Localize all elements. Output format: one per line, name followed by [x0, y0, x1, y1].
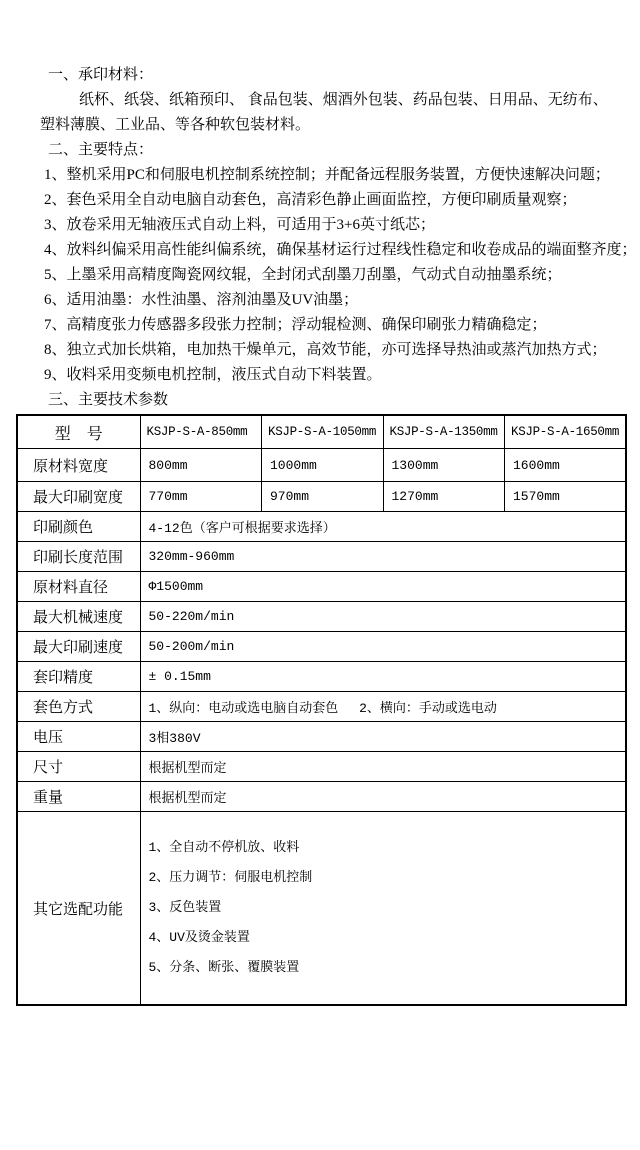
model-name-cell: KSJP-S-A-1350mm — [383, 415, 505, 449]
spec-label-cell: 最大机械速度 — [17, 602, 140, 632]
table-row-colors — [17, 512, 626, 542]
spec-value-cell: 800mm — [140, 449, 262, 482]
feature-item-2: 2、套色采用全自动电脑自动套色，高清彩色静止画面监控，方便印刷质量观察； — [44, 192, 577, 208]
spec-label-cell: 套色方式 — [17, 692, 140, 722]
option-line-4: 4、UV及烫金装置 — [148, 930, 250, 945]
spec-value-cell: 1570mm — [505, 482, 627, 512]
spec-label-cell: 其它选配功能 — [17, 812, 140, 1006]
option-line-5: 5、分条、断张、覆膜装置 — [148, 960, 300, 975]
spec-value-cell: 1270mm — [383, 482, 505, 512]
spec-value-cell: 50-200m/min — [140, 632, 626, 662]
feature-item-4: 4、放料纠偏采用高性能纠偏系统，确保基材运行过程线性稳定和收卷成品的端面整齐度； — [44, 242, 637, 258]
spec-value-cell: Φ1500mm — [140, 572, 626, 602]
spec-label-cell: 原材料宽度 — [17, 449, 140, 482]
spec-value-cell: 50-220m/min — [140, 602, 626, 632]
feature-item-5: 5、上墨采用高精度陶瓷网纹辊，全封闭式刮墨刀刮墨，气动式自动抽墨系统； — [44, 267, 562, 283]
spec-value-cell: 1、纵向：电动或选电脑自动套色 2、横向：手动或选电动 — [140, 692, 626, 722]
spec-value-cell: 1300mm — [383, 449, 505, 482]
table-row-print-length — [17, 542, 626, 572]
table-row-print-width — [17, 482, 626, 512]
options-value-cell — [140, 812, 626, 1006]
spec-label-cell: 套印精度 — [17, 662, 140, 692]
model-name-cell: KSJP-S-A-850mm — [140, 415, 262, 449]
feature-item-3: 3、放卷采用无轴液压式自动上料，可适用于3+6英寸纸芯； — [44, 217, 435, 233]
spec-label-cell: 印刷长度范围 — [17, 542, 140, 572]
feature-item-9: 9、收料采用变频电机控制，液压式自动下料装置。 — [44, 367, 382, 383]
spec-value-cell: ± 0.15mm — [140, 662, 626, 692]
spec-value-cell: 根据机型而定 — [140, 752, 626, 782]
materials-line-2: 塑料薄膜、工业品、等各种软包装材料。 — [40, 117, 311, 133]
spec-value-cell: 1000mm — [262, 449, 384, 482]
spec-label-cell: 印刷颜色 — [17, 512, 140, 542]
spec-label-cell: 尺寸 — [17, 752, 140, 782]
spec-value-cell: 根据机型而定 — [140, 782, 626, 812]
spec-value-cell: 1600mm — [505, 449, 627, 482]
spec-table — [16, 414, 627, 1006]
spec-value-cell: 320mm-960mm — [140, 542, 626, 572]
spec-value-cell: 970mm — [262, 482, 384, 512]
feature-item-6: 6、适用油墨：水性油墨、溶剂油墨及UV油墨； — [44, 292, 359, 308]
spec-label-cell: 重量 — [17, 782, 140, 812]
table-row-weight — [17, 782, 626, 812]
spec-label-cell: 最大印刷宽度 — [17, 482, 140, 512]
table-row-register-mode — [17, 692, 626, 722]
spec-value-cell: 3相380V — [140, 722, 626, 752]
feature-item-1: 1、整机采用PC和伺服电机控制系统控制；并配备远程服务装置，方便快速解决问题； — [44, 167, 610, 183]
spec-value-cell: 4-12色（客户可根据要求选择） — [140, 512, 626, 542]
model-name-cell: KSJP-S-A-1050mm — [262, 415, 384, 449]
option-line-3: 3、反色装置 — [148, 900, 222, 915]
table-header-row — [17, 415, 626, 449]
spec-value-cell: 770mm — [140, 482, 262, 512]
section2-heading: 二、主要特点： — [48, 142, 154, 158]
table-row-mech-speed — [17, 602, 626, 632]
feature-item-8: 8、独立式加长烘箱，电加热干燥单元，高效节能，亦可选择导热油或蒸汽加热方式； — [44, 342, 607, 358]
model-label-cell: 型 号 — [17, 415, 140, 449]
table-row-print-speed — [17, 632, 626, 662]
spec-label-cell: 最大印刷速度 — [17, 632, 140, 662]
spec-label-cell: 电压 — [17, 722, 140, 752]
table-row-material-diameter — [17, 572, 626, 602]
table-row-material-width — [17, 449, 626, 482]
section1-heading: 一、承印材料： — [48, 67, 154, 83]
table-row-dimensions — [17, 752, 626, 782]
table-row-voltage — [17, 722, 626, 752]
option-line-2: 2、压力调节：伺服电机控制 — [148, 870, 313, 885]
materials-line-1: 纸杯、纸袋、纸箱预印、 食品包装、烟酒外包装、药品包装、日用品、无纺布、 — [79, 92, 608, 108]
spec-label-cell: 原材料直径 — [17, 572, 140, 602]
table-row-options — [17, 812, 626, 1006]
feature-item-7: 7、高精度张力传感器多段张力控制；浮动辊检测、确保印刷张力精确稳定； — [44, 317, 547, 333]
model-name-cell: KSJP-S-A-1650mm — [505, 415, 627, 449]
section3-heading: 三、主要技术参数 — [48, 392, 169, 408]
document-text — [0, 0, 640, 413]
option-line-1: 1、全自动不停机放、收料 — [148, 840, 300, 855]
table-row-register-precision — [17, 662, 626, 692]
